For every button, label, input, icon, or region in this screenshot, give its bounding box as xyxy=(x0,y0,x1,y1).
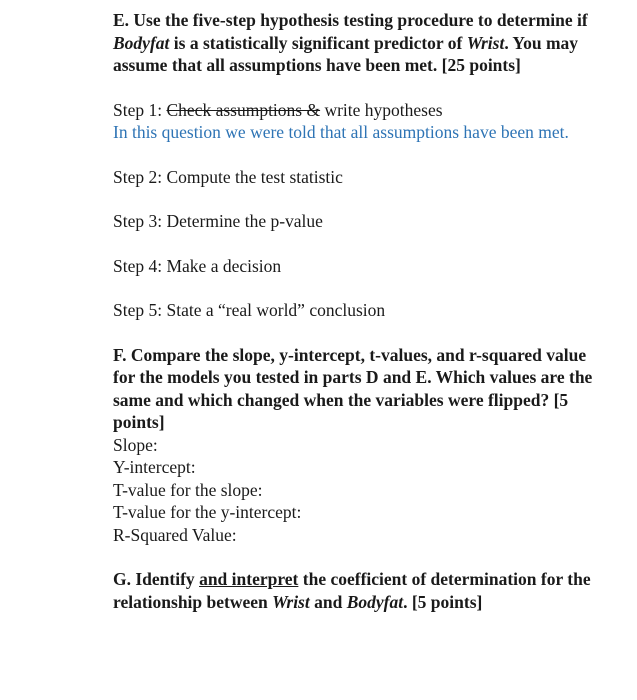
underlined-text: and interpret xyxy=(199,569,299,589)
step-4: Step 4: Make a decision xyxy=(113,255,282,276)
struck-text: Check assumptions & xyxy=(166,99,321,120)
f-item-slope: Slope: xyxy=(113,434,158,455)
f-item-y-intercept: Y-intercept: xyxy=(113,457,196,477)
variable-bodyfat: Bodyfat xyxy=(113,32,170,53)
f-item-t-value-slope: T-value for the slope: xyxy=(113,479,263,500)
step-1-note: In this question we were told that all assumptions have been met. xyxy=(113,122,569,142)
document-page xyxy=(113,9,603,613)
f-item-r-squared: R-Squared Value: xyxy=(113,524,237,545)
variable-wrist: Wrist xyxy=(466,32,505,53)
variable-wrist: Wrist xyxy=(272,591,310,612)
step-1: Step 1: Check assumptions & write hypotheses xyxy=(113,99,443,120)
section-e-heading: E. Use the five-step hypothesis testing procedure to determine if Bodyfat is a statistically significant predictor of Wrist. You may assume that all assumptions have been met. [25 points] xyxy=(113,10,588,75)
step-3: Step 3: Determine the p-value xyxy=(113,211,323,231)
step-2: Step 2: Compute the test statistic xyxy=(113,166,343,187)
section-f-heading: F. Compare the slope, y-intercept, t-values, and r-squared value for the models you tested in parts D and E. Which values are the same and which changed when the variables were flipped? [5 points] xyxy=(113,344,593,432)
variable-bodyfat: Bodyfat xyxy=(346,591,404,612)
f-item-t-value-y-intercept: T-value for the y-intercept: xyxy=(113,502,302,522)
step-5: Step 5: State a “real world” conclusion xyxy=(113,300,386,320)
section-g-heading: G. Identify and interpret the coefficient of determination for the relationship between Wrist and Bodyfat. [5 points] xyxy=(113,569,591,612)
